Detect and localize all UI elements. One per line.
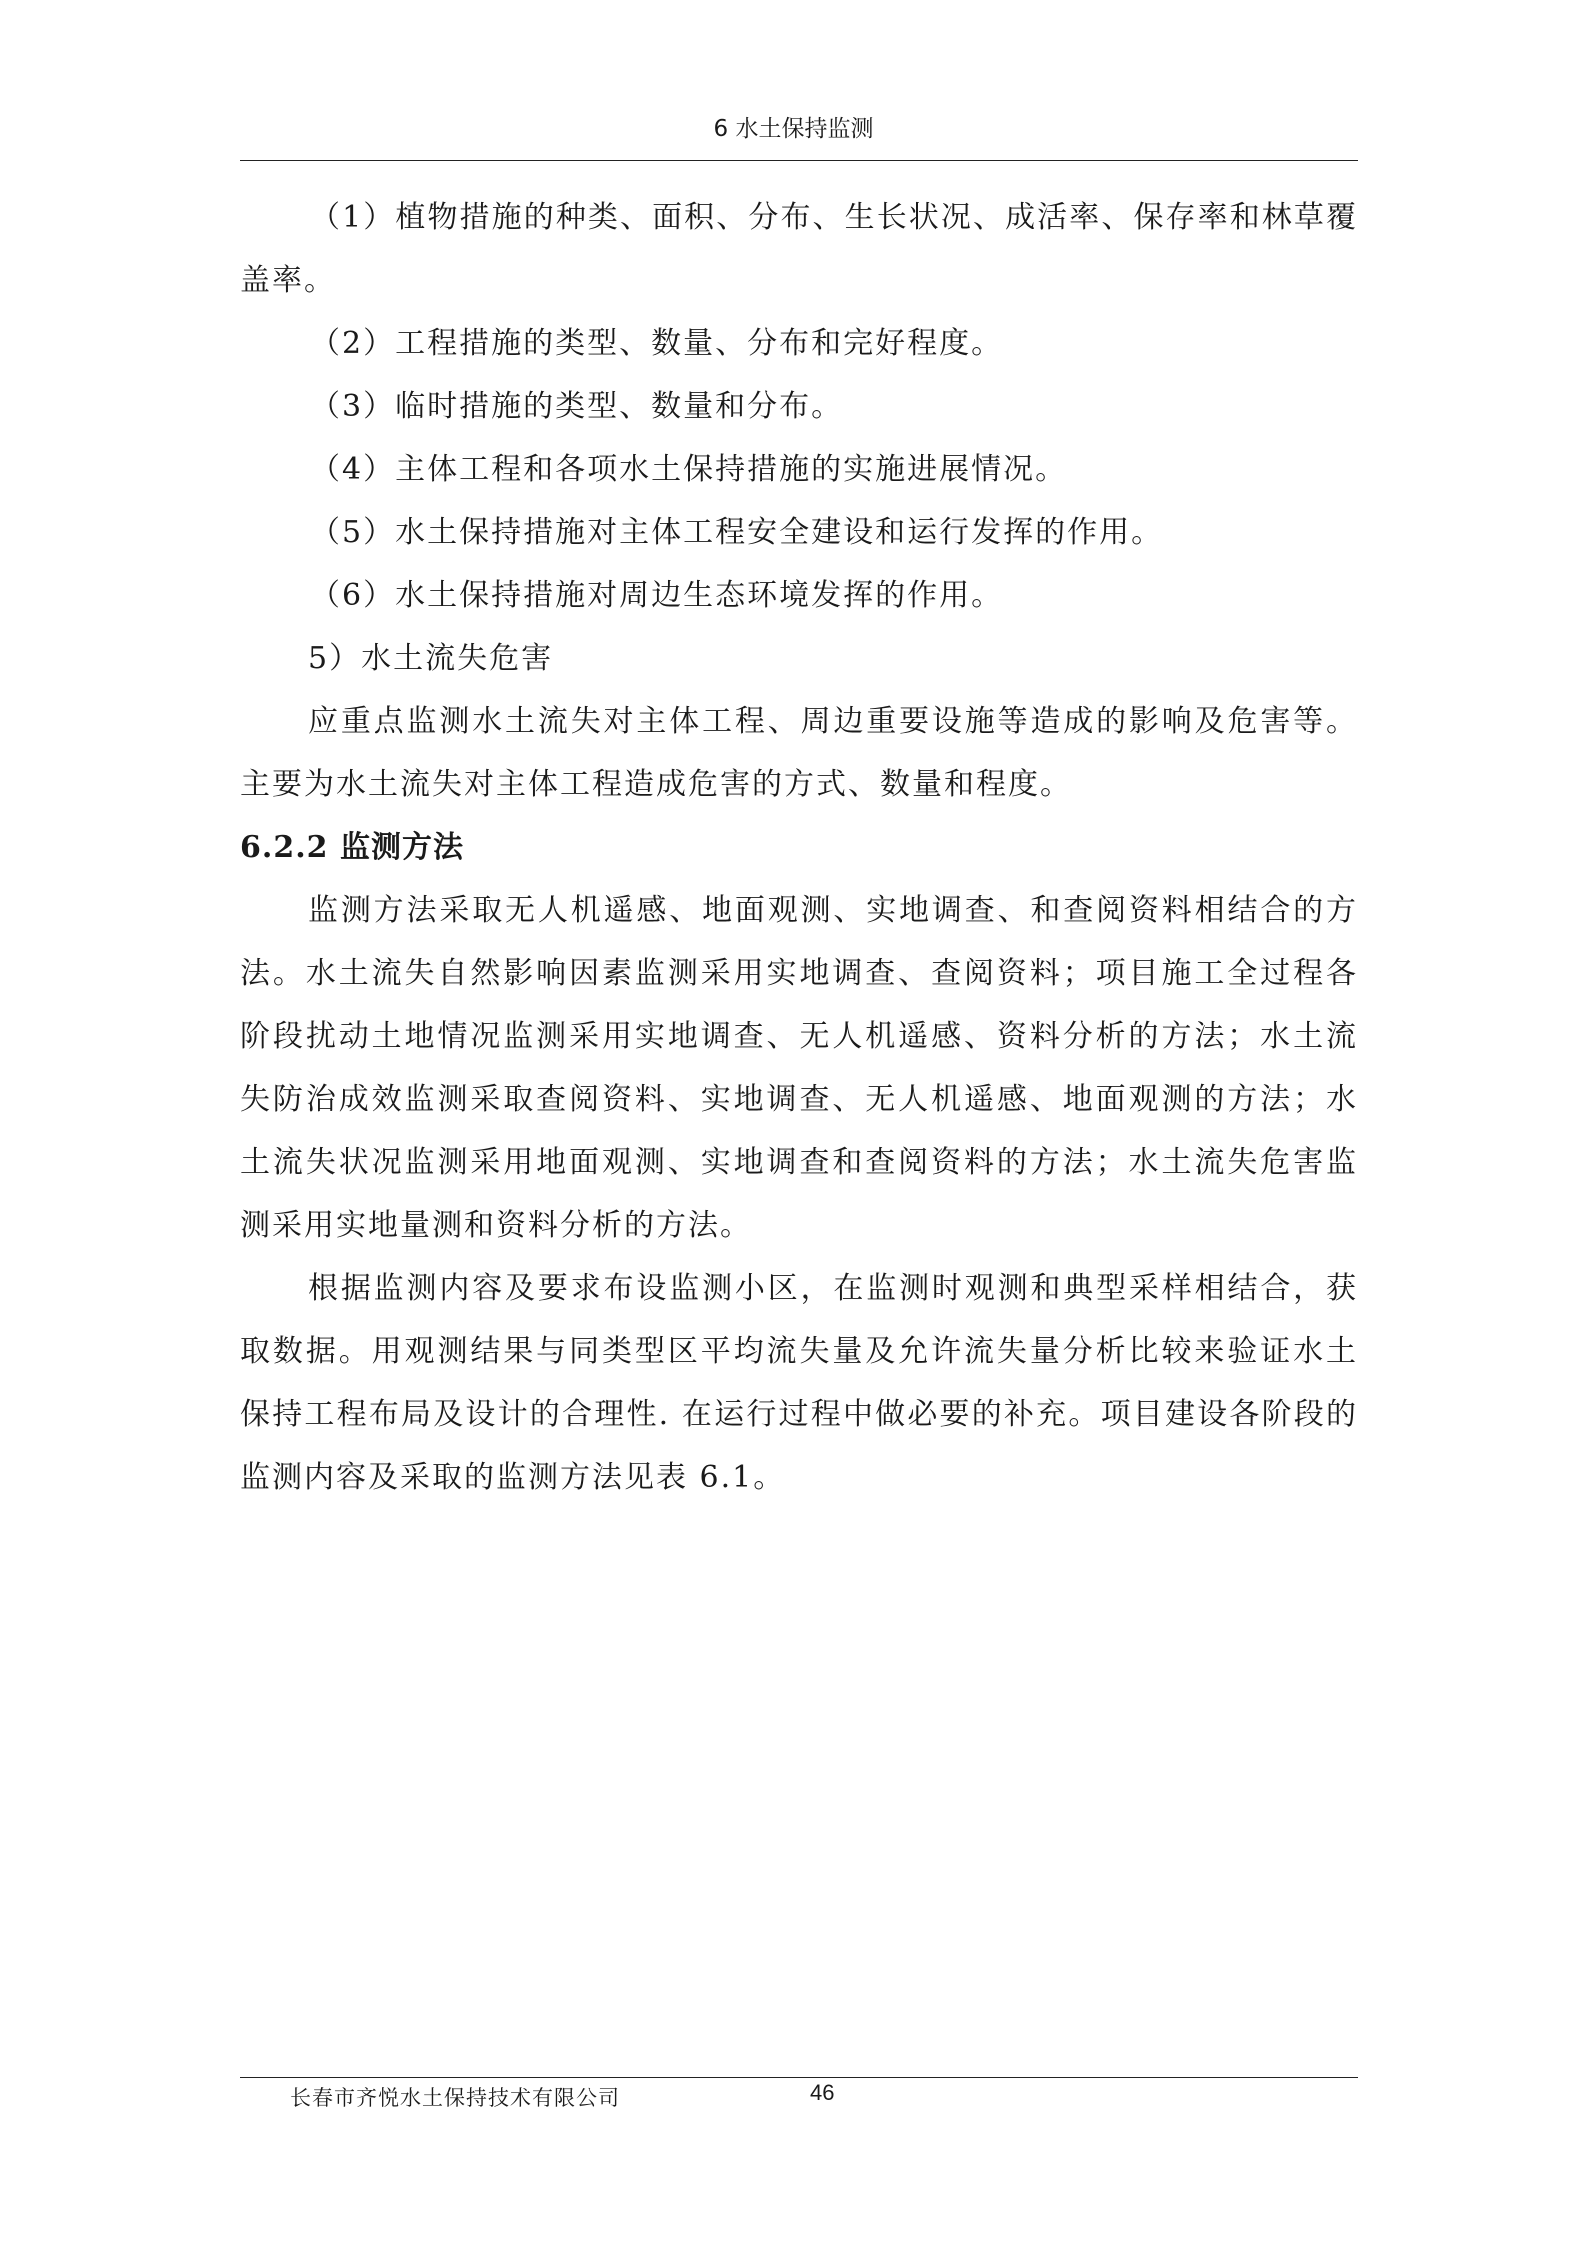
list-item: （1）植物措施的种类、面积、分布、生长状况、成活率、保存率和林草覆盖率。 <box>240 200 1358 298</box>
list-item: （2）工程措施的类型、数量、分布和完好程度。 <box>310 326 1004 361</box>
page-body <box>240 186 1358 1509</box>
page-number: 46 <box>810 2080 835 2105</box>
section-heading: 6.2.2 监测方法 <box>240 830 464 865</box>
subheading: 5）水土流失危害 <box>308 641 554 676</box>
header-divider <box>240 160 1358 161</box>
paragraph-method-detail: 根据监测内容及要求布设监测小区，在监测时观测和典型采样相结合，获取数据。用观测结果与同类型区平均流失量及允许流失量分析比较来验证水土保持工程布局及设计的合理性. 在运行过程中做必要的补充。项目建设各阶段的监测内容及采取的监测方法见表 6.1。 <box>240 1271 1358 1495</box>
paragraph-method: 监测方法采取无人机遥感、地面观测、实地调查、和查阅资料相结合的方法。水土流失自然影响因素监测采用实地调查、查阅资料；项目施工全过程各阶段扰动土地情况监测采用实地调查、无人机遥感、资料分析的方法；水土流失防治成效监测采取查阅资料、实地调查、无人机遥感、地面观测的方法；水土流失状况监测采用地面观测、实地调查和查阅资料的方法；水土流失危害监测采用实地量测和资料分析的方法。 <box>240 893 1358 1243</box>
list-item: （3）临时措施的类型、数量和分布。 <box>310 389 844 424</box>
footer-company: 长春市齐悦水土保持技术有限公司 <box>290 2086 620 2110</box>
list-item: （4）主体工程和各项水土保持措施的实施进展情况。 <box>310 452 1068 487</box>
page-header-title: 6 水土保持监测 <box>713 116 874 142</box>
list-item: （5）水土保持措施对主体工程安全建设和运行发挥的作用。 <box>310 515 1164 550</box>
footer-divider <box>240 2077 1358 2078</box>
list-item: （6）水土保持措施对周边生态环境发挥的作用。 <box>310 578 1004 613</box>
paragraph-hazard: 应重点监测水土流失对主体工程、周边重要设施等造成的影响及危害等。主要为水土流失对主体工程造成危害的方式、数量和程度。 <box>240 704 1358 802</box>
